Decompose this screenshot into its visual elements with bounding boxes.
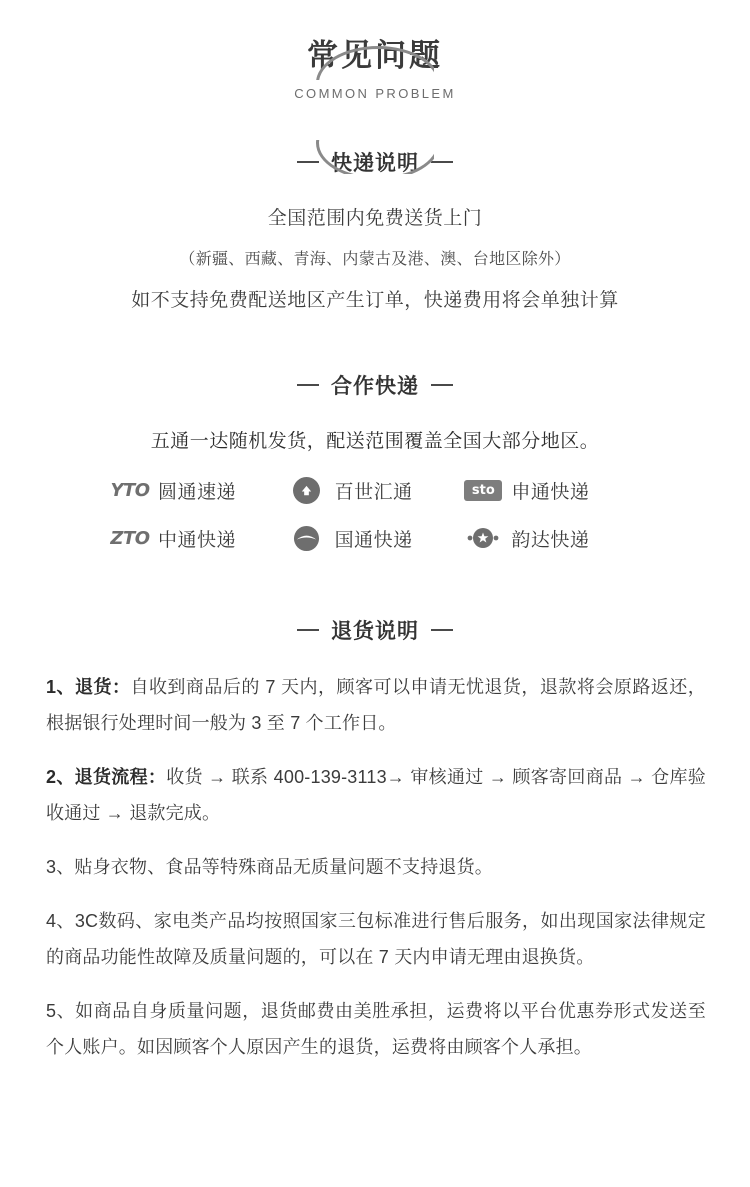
couriers-section <box>0 370 750 553</box>
courier-name: 圆通速递 <box>158 481 237 503</box>
list-item <box>46 759 706 831</box>
courier-name: 国通快递 <box>334 529 413 551</box>
guotong-logo-icon <box>287 523 327 553</box>
courier-name: 中通快递 <box>158 529 237 551</box>
return-item-text: 3、贴身衣物、食品等特殊商品无质量问题不支持退货。 <box>46 857 494 877</box>
circle-arrow-icon <box>293 477 320 504</box>
courier-item-yto <box>110 475 287 505</box>
courier-name: 百世汇通 <box>334 481 413 503</box>
courier-item-zto <box>110 523 287 553</box>
returns-section <box>0 615 750 1065</box>
courier-item-sto <box>463 475 640 505</box>
dash-right-icon <box>431 384 453 386</box>
page-subtitle: COMMON PROBLEM <box>294 86 456 101</box>
page-title: 常见问题 <box>306 38 443 73</box>
sto-logo-text: sto <box>464 480 502 501</box>
dash-right-icon <box>431 161 453 163</box>
arc-bottom-decoration <box>316 140 434 174</box>
courier-logo-grid <box>110 475 640 553</box>
yto-logo-icon <box>110 475 150 505</box>
shipping-line-1: 全国范围内免费送货上门 <box>267 208 483 229</box>
list-item <box>46 669 706 741</box>
sto-logo-icon <box>463 475 503 505</box>
couriers-heading <box>0 370 750 400</box>
return-item-label: 2、退货流程： <box>46 767 167 787</box>
dash-left-icon <box>297 629 319 631</box>
return-item-label: 1、退货： <box>46 677 131 697</box>
best-express-logo-icon <box>287 475 327 505</box>
courier-name: 韵达快递 <box>511 529 590 551</box>
return-item-text: 4、3C数码、家电类产品均按照国家三包标准进行售后服务，如出现国家法律规定的商品功能性故障及质量问题的，可以在 7 天内申请无理由退换货。 <box>46 911 706 967</box>
page-header <box>0 0 750 103</box>
returns-heading-label: 退货说明 <box>331 620 419 643</box>
return-item-text: 5、如商品自身质量问题，退货邮费由美胜承担，运费将以平台优惠券形式发送至个人账户。如因顾客个人原因产生的退货，运费将由顾客个人承担。 <box>46 1001 706 1057</box>
dash-left-icon <box>297 384 319 386</box>
returns-heading <box>0 615 750 645</box>
couriers-description: 五通一达随机发货，配送范围覆盖全国大部分地区。 <box>150 431 600 452</box>
couriers-heading-label: 合作快递 <box>331 375 419 398</box>
yto-logo-text: YTO <box>110 479 150 501</box>
shipping-line-2: （新疆、西藏、青海、内蒙古及港、澳、台地区除外） <box>179 251 571 268</box>
courier-name: 申通快递 <box>511 481 590 503</box>
shipping-heading-label: 快递说明 <box>331 152 419 175</box>
zto-logo-icon <box>110 523 150 553</box>
yunda-logo-icon <box>463 523 503 553</box>
list-item <box>46 903 706 975</box>
header-inner <box>230 34 519 101</box>
return-item-text: 自收到商品后的 7 天内，顾客可以申请无忧退货，退款将会原路返还，根据银行处理时间一般为 3 至 7 个工作日。 <box>46 677 706 733</box>
list-item <box>46 849 706 885</box>
return-item-text: 收货 → 联系 400-139-3113→ 审核通过 → 顾客寄回商品 → 仓库验收通过 → 退款完成。 <box>46 767 706 823</box>
courier-item-yunda <box>463 523 640 553</box>
courier-item-guotong <box>287 523 464 553</box>
returns-list <box>46 669 706 1065</box>
dash-right-icon <box>431 629 453 631</box>
arc-top-decoration <box>316 46 434 80</box>
courier-item-huitongda <box>287 475 464 505</box>
zto-logo-text: ZTO <box>110 527 150 549</box>
list-item <box>46 993 706 1065</box>
shipping-line-3: 如不支持免费配送地区产生订单，快递费用将会单独计算 <box>131 290 619 311</box>
